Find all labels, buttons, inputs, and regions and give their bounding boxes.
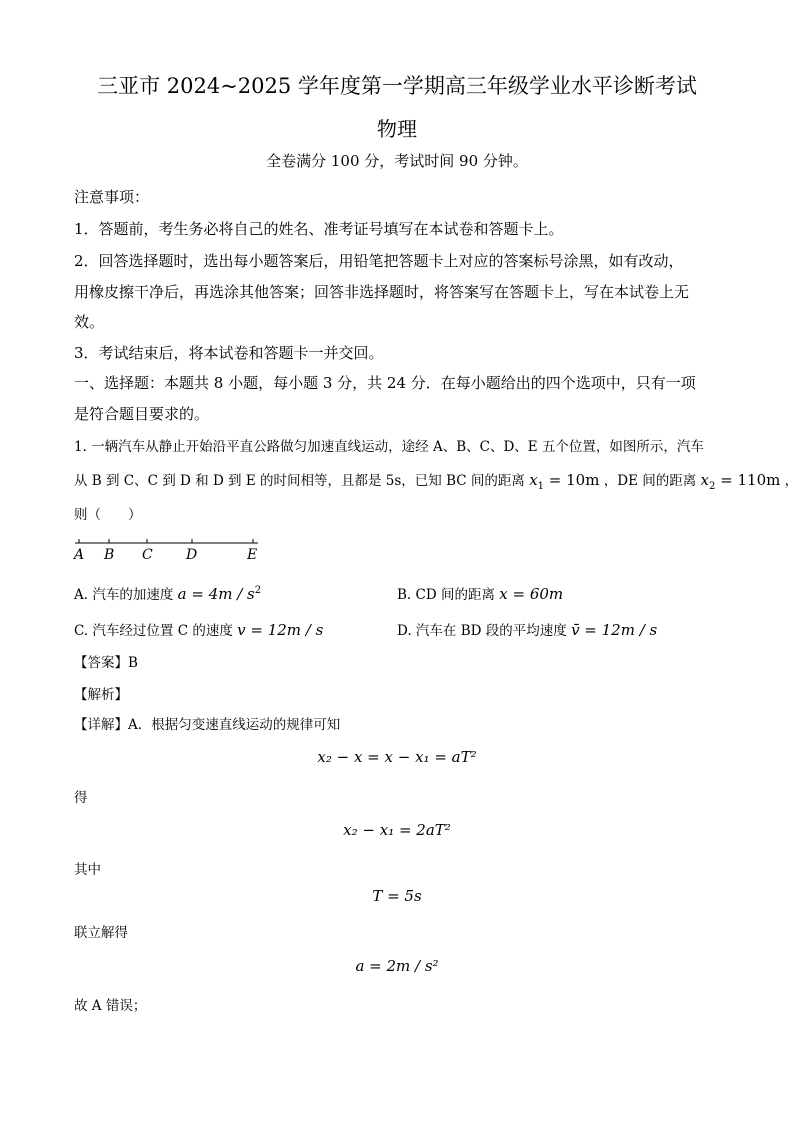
x2-expression: $x_2 = 110m$ — [700, 471, 781, 492]
equation-1: x₂ − x = x − x₁ = aT² — [317, 748, 477, 766]
label-c: C — [142, 547, 153, 563]
option-a: A. 汽车的加速度 $a = 4m / s^2$ — [74, 585, 262, 603]
option-d: D. 汽车在 BD 段的平均速度 v̄ = 12m / s — [397, 621, 658, 639]
section-heading-cont: 是符合题目要求的。 — [74, 405, 210, 423]
note-item: 2．回答选择题时，选出每小题答案后，用铅笔把答题卡上对应的答案标号涂黑，如有改动， — [74, 252, 684, 270]
question-1-line: 从 B 到 C、C 到 D 和 D 到 E 的时间相等，且都是 5s，已知 BC 间的距离 $x_1 = 10m$ ，DE 间的距离 $x_2 = 110m$ ， — [74, 471, 798, 492]
step-text: 得 — [74, 790, 88, 806]
conclusion-text: 故 A 错误； — [74, 998, 147, 1014]
answer-label: 【答案】B — [74, 655, 138, 671]
exam-meta: 全卷满分 100 分，考试时间 90 分钟。 — [266, 152, 528, 170]
label-a: A — [74, 547, 85, 563]
note-item: 3．考试结束后，将本试卷和答题卡一并交回。 — [74, 344, 384, 362]
question-1-line: 1. 一辆汽车从静止开始沿平直公路做匀加速直线运动，途经 A、B、C、D、E 五个位置，如图所示，汽车 — [74, 439, 704, 455]
equation-2: x₂ − x₁ = 2aT² — [343, 821, 451, 839]
exam-title: 三亚市 2024~2025 学年度第一学期高三年级学业水平诊断考试 — [97, 74, 697, 98]
subject-title: 物理 — [377, 117, 417, 141]
section-heading: 一、选择题：本题共 8 小题，每小题 3 分，共 24 分．在每小题给出的四个选项中，只有一项 — [74, 374, 696, 392]
note-item: 1．答题前，考生务必将自己的姓名、准考证号填写在本试卷和答题卡上。 — [74, 220, 564, 238]
step-text: 其中 — [74, 862, 101, 878]
note-item: 用橡皮擦干净后，再选涂其他答案；回答非选择题时，将答案写在答题卡上，写在本试卷上无 — [74, 283, 690, 301]
road-diagram — [74, 535, 264, 565]
step-text: 联立解得 — [74, 925, 128, 941]
question-1-line: 则（ ） — [74, 507, 142, 523]
analysis-label: 【解析】 — [74, 687, 128, 703]
equation-4: a = 2m / s² — [355, 957, 439, 975]
x1-expression: $x_1 = 10m$ — [529, 471, 600, 492]
label-e: E — [247, 547, 258, 563]
option-b: B. CD 间的距离 x = 60m — [397, 585, 564, 603]
detail-text: 【详解】A．根据匀变速直线运动的规律可知 — [74, 717, 341, 733]
note-item: 效。 — [74, 313, 105, 331]
equation-3: T = 5s — [372, 887, 422, 905]
label-d: D — [186, 547, 198, 563]
label-b: B — [104, 547, 115, 563]
option-c: C. 汽车经过位置 C 的速度 v = 12m / s — [74, 621, 324, 639]
notes-heading: 注意事项： — [74, 188, 150, 206]
